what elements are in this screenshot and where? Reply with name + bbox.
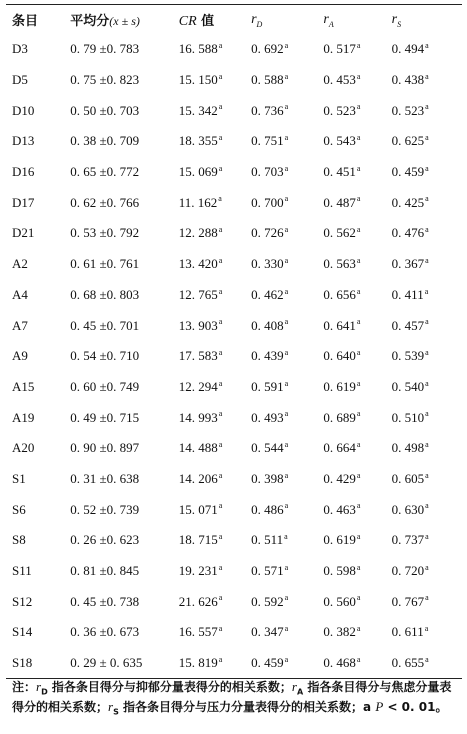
significance-mark: a (284, 562, 289, 572)
cell-mean: 0. 49 ±0. 715 (70, 409, 140, 425)
cell-ra: 0. 656$^a$ (323, 286, 361, 302)
cell-cr: 16. 557$^a$ (178, 624, 223, 640)
significance-mark: a (356, 378, 361, 388)
cell-rs: 0. 367$^a$ (391, 255, 429, 272)
cell-rs: 0. 655$^a$ (391, 654, 429, 671)
significance-mark: a (356, 133, 361, 143)
cell-mean: 0. 38 ±0. 709 (70, 133, 140, 149)
significance-mark: a (284, 133, 289, 143)
table-row (6, 218, 462, 249)
cell-cr: 15. 342$^a$ (178, 102, 223, 118)
significance-mark: a (425, 133, 429, 143)
cell-rs: 0. 540$^a$ (391, 378, 429, 394)
significance-mark: a (356, 347, 361, 357)
cell-mean: 0. 62 ±0. 766 (70, 194, 140, 210)
cell-ra: 0. 487$^a$ (323, 194, 361, 210)
cell-rs: 0. 767$^a$ (391, 593, 429, 609)
cell-ra: 0. 453$^a$ (323, 71, 361, 88)
cell-rd: 0. 398$^a$ (251, 470, 289, 486)
header-cr: CR 值 (178, 13, 215, 29)
significance-mark: a (218, 71, 223, 81)
cell-mean: 0. 31 ±0. 638 (70, 470, 140, 486)
cell-item: A15 (12, 378, 35, 394)
table-row (6, 433, 462, 464)
significance-mark: a (284, 409, 289, 419)
cell-rd: 0. 511$^a$ (251, 532, 288, 548)
cell-cr: 15. 071$^a$ (178, 501, 223, 517)
cell-rd: 0. 726$^a$ (251, 225, 289, 241)
significance-mark: a (356, 102, 361, 112)
table-row (6, 157, 462, 188)
significance-mark: a (425, 409, 429, 419)
cell-cr: 16. 588$^a$ (178, 41, 223, 57)
header-rs: $r_S$ (391, 11, 402, 29)
cell-cr: 14. 993$^a$ (178, 409, 223, 425)
significance-mark: a (218, 102, 223, 112)
significance-mark: a (425, 593, 429, 603)
significance-mark: a (356, 562, 361, 572)
significance-mark: a (284, 347, 289, 357)
table-row (6, 126, 462, 157)
table-row (6, 34, 462, 65)
significance-mark: a (218, 439, 223, 449)
cell-ra: 0. 689$^a$ (323, 409, 361, 425)
table-row (6, 280, 462, 311)
cell-rs: 0. 459$^a$ (391, 163, 429, 180)
significance-mark: a (218, 378, 223, 388)
significance-mark: a (425, 41, 429, 51)
cell-item: A4 (12, 286, 28, 302)
cell-cr: 15. 150$^a$ (178, 71, 223, 88)
table-row (6, 310, 462, 341)
significance-mark: a (425, 562, 429, 572)
cell-item: S6 (12, 501, 26, 517)
cell-rd: 0. 459$^a$ (251, 654, 289, 671)
cell-rs: 0. 411$^a$ (391, 286, 429, 302)
significance-mark: a (425, 194, 429, 204)
cell-item: D13 (12, 133, 35, 149)
cell-cr: 14. 206$^a$ (178, 470, 223, 486)
cell-mean: 0. 50 ±0. 703 (70, 102, 140, 118)
significance-mark: a (218, 470, 223, 480)
significance-mark: a (356, 654, 361, 664)
cell-item: A9 (12, 348, 28, 364)
significance-mark: a (425, 102, 429, 112)
cell-rs: 0. 630$^a$ (391, 501, 429, 517)
cell-rd: 0. 493$^a$ (251, 409, 289, 425)
significance-mark: a (218, 532, 223, 542)
significance-mark: a (218, 286, 223, 296)
significance-mark: a (425, 439, 429, 449)
header-mean: 平均分(x ± s) (70, 14, 140, 29)
cell-rs: 0. 539$^a$ (391, 347, 429, 364)
cell-mean: 0. 90 ±0. 897 (70, 440, 140, 456)
significance-mark: a (218, 41, 223, 51)
significance-mark: a (218, 317, 223, 327)
cell-rs: 0. 737$^a$ (391, 532, 429, 548)
significance-mark: a (356, 163, 361, 173)
significance-mark: a (356, 194, 361, 204)
cell-rs: 0. 605$^a$ (391, 470, 429, 486)
significance-mark: a (218, 593, 223, 603)
table-body (6, 34, 462, 678)
table-footnote: 注：$r_D$ 指各条目得分与抑郁分量表得分的相关系数；$r_A$ 指各条目得分与焦虑分量表得分的相关系数；$r_S$ 指各条目得分与压力分量表得分的相关系数；a P < 0. 01。 (12, 679, 452, 717)
cell-mean: 0. 53 ±0. 792 (70, 225, 140, 241)
cell-rd: 0. 700$^a$ (251, 194, 289, 210)
significance-mark: a (284, 41, 289, 51)
cell-cr: 13. 420$^a$ (178, 255, 223, 272)
cell-rs: 0. 611$^a$ (391, 624, 429, 640)
significance-mark: a (425, 532, 429, 542)
cell-rd: 0. 588$^a$ (251, 71, 289, 88)
significance-mark: a (356, 286, 361, 296)
cell-rs: 0. 425$^a$ (391, 194, 429, 210)
header-item: 条目 (12, 14, 39, 29)
significance-mark: a (356, 593, 361, 603)
cell-rd: 0. 592$^a$ (251, 593, 289, 609)
cell-rd: 0. 330$^a$ (251, 255, 289, 272)
cell-item: S12 (12, 593, 33, 609)
cell-mean: 0. 61 ±0. 761 (70, 256, 140, 272)
significance-mark: a (425, 470, 429, 480)
significance-mark: a (425, 255, 429, 265)
significance-mark: a (284, 225, 289, 235)
cell-item: D5 (12, 72, 28, 88)
cell-mean: 0. 45 ±0. 701 (70, 317, 140, 333)
significance-mark: a (218, 225, 223, 235)
cell-item: D17 (12, 194, 35, 210)
cell-cr: 18. 715$^a$ (178, 532, 223, 548)
cell-item: S14 (12, 624, 33, 640)
significance-mark: a (284, 255, 289, 265)
cell-ra: 0. 619$^a$ (323, 532, 361, 548)
cell-rd: 0. 486$^a$ (251, 501, 289, 517)
cell-rd: 0. 751$^a$ (251, 133, 289, 149)
cell-ra: 0. 523$^a$ (323, 102, 361, 118)
cell-ra: 0. 463$^a$ (323, 501, 361, 517)
cell-cr: 17. 583$^a$ (178, 347, 223, 364)
table-row (6, 65, 462, 96)
significance-mark: a (284, 163, 289, 173)
cell-ra: 0. 641$^a$ (323, 317, 361, 333)
cell-ra: 0. 560$^a$ (323, 593, 361, 609)
cell-ra: 0. 543$^a$ (323, 133, 361, 149)
cell-rs: 0. 625$^a$ (391, 133, 429, 149)
significance-mark: a (356, 225, 361, 235)
cell-rs: 0. 720$^a$ (391, 562, 429, 579)
significance-mark: a (284, 378, 289, 388)
significance-mark: a (284, 194, 289, 204)
significance-mark: a (218, 562, 223, 572)
table-row (6, 617, 462, 648)
cell-item: S11 (12, 563, 32, 579)
cell-item: D16 (12, 164, 35, 180)
cell-rd: 0. 439$^a$ (251, 347, 289, 364)
item-statistics-table (6, 5, 462, 678)
cell-item: A2 (12, 256, 28, 272)
table-row (6, 556, 462, 587)
significance-mark: a (218, 654, 223, 664)
cell-mean: 0. 81 ±0. 845 (70, 563, 140, 579)
cell-rd: 0. 347$^a$ (251, 624, 289, 640)
significance-mark: a (356, 501, 361, 511)
significance-mark: a (218, 409, 223, 419)
significance-mark: a (425, 347, 429, 357)
table-row (6, 494, 462, 525)
cell-item: A19 (12, 409, 35, 425)
cell-item: D21 (12, 225, 35, 241)
cell-rd: 0. 736$^a$ (251, 102, 289, 118)
header-mean-formula: (x ± s) (109, 14, 140, 28)
significance-mark: a (284, 317, 289, 327)
table-row (6, 525, 462, 556)
cell-rd: 0. 692$^a$ (251, 41, 289, 57)
significance-mark: a (218, 255, 223, 265)
significance-mark: a (356, 532, 361, 542)
cell-ra: 0. 664$^a$ (323, 439, 361, 456)
significance-mark: a (425, 654, 429, 664)
cell-ra: 0. 517$^a$ (323, 41, 361, 57)
table-row (6, 402, 462, 433)
cell-rs: 0. 498$^a$ (391, 439, 429, 456)
table-row (6, 648, 462, 679)
cell-item: D3 (12, 41, 28, 57)
cell-ra: 0. 619$^a$ (323, 378, 361, 394)
cell-ra: 0. 563$^a$ (323, 255, 361, 272)
cell-cr: 19. 231$^a$ (178, 562, 223, 579)
significance-mark: a (218, 133, 223, 143)
cell-rs: 0. 438$^a$ (391, 71, 429, 88)
cell-mean: 0. 79 ±0. 783 (70, 41, 140, 57)
significance-mark: a (356, 470, 361, 480)
cell-cr: 12. 294$^a$ (178, 378, 223, 394)
cell-rd: 0. 408$^a$ (251, 317, 289, 333)
cell-item: A7 (12, 317, 28, 333)
significance-mark: a (425, 501, 429, 511)
significance-mark: a (356, 317, 361, 327)
cell-cr: 12. 765$^a$ (178, 286, 223, 302)
significance-mark: a (356, 41, 361, 51)
significance-mark: a (284, 624, 289, 634)
cell-mean: 0. 54 ±0. 710 (70, 348, 140, 364)
significance-mark: a (356, 624, 361, 634)
significance-mark: a (284, 286, 289, 296)
cell-mean: 0. 45 ±0. 738 (70, 593, 140, 609)
cell-cr: 13. 903$^a$ (178, 317, 223, 333)
significance-mark: a (218, 624, 223, 634)
cell-item: S1 (12, 470, 26, 486)
significance-mark: a (284, 501, 289, 511)
significance-mark: a (356, 439, 361, 449)
cell-ra: 0. 429$^a$ (323, 470, 361, 486)
data-table-container (6, 4, 462, 679)
cell-ra: 0. 468$^a$ (323, 654, 361, 671)
cell-cr: 14. 488$^a$ (178, 439, 223, 456)
cell-mean: 0. 60 ±0. 749 (70, 378, 140, 394)
table-row (6, 372, 462, 403)
table-row (6, 341, 462, 372)
header-rd: $r_D$ (251, 11, 263, 29)
cell-cr: 21. 626$^a$ (178, 593, 223, 609)
cell-cr: 12. 288$^a$ (178, 225, 223, 241)
significance-mark: a (356, 409, 361, 419)
significance-mark: a (356, 255, 361, 265)
table-row (6, 249, 462, 280)
cell-item: D10 (12, 102, 35, 118)
cell-ra: 0. 598$^a$ (323, 562, 361, 579)
significance-mark: a (284, 102, 289, 112)
table-row (6, 95, 462, 126)
significance-mark: a (425, 225, 429, 235)
significance-mark: a (425, 163, 429, 173)
cell-rs: 0. 523$^a$ (391, 102, 429, 118)
cell-ra: 0. 382$^a$ (323, 624, 361, 640)
cell-rd: 0. 571$^a$ (251, 562, 289, 579)
cell-rs: 0. 494$^a$ (391, 41, 429, 57)
cell-mean: 0. 68 ±0. 803 (70, 286, 140, 302)
significance-mark: a (218, 194, 222, 204)
cell-cr: 11. 162$^a$ (178, 194, 222, 210)
table-row (6, 586, 462, 617)
cell-ra: 0. 640$^a$ (323, 347, 361, 364)
table-row (6, 187, 462, 218)
significance-mark: a (424, 624, 429, 634)
table-row (6, 464, 462, 495)
cell-ra: 0. 562$^a$ (323, 225, 361, 241)
cell-mean: 0. 65 ±0. 772 (70, 164, 140, 180)
cell-rd: 0. 591$^a$ (251, 378, 289, 394)
significance-mark: a (284, 470, 289, 480)
cell-mean: 0. 36 ±0. 673 (70, 624, 140, 640)
cell-item: S8 (12, 532, 26, 548)
significance-mark: a (425, 378, 429, 388)
significance-mark: a (218, 163, 223, 173)
significance-mark: a (218, 347, 223, 357)
significance-mark: a (284, 593, 289, 603)
cell-mean: 0. 75 ±0. 823 (70, 72, 140, 88)
cell-rs: 0. 457$^a$ (391, 317, 429, 333)
cell-item: S18 (12, 655, 33, 671)
header-ra: $r_A$ (323, 11, 334, 29)
significance-mark: a (218, 501, 223, 511)
cell-item: A20 (12, 440, 35, 456)
cell-cr: 15. 069$^a$ (178, 163, 223, 180)
significance-mark: a (425, 317, 429, 327)
cell-mean: 0. 52 ±0. 739 (70, 501, 140, 517)
cell-cr: 18. 355$^a$ (178, 133, 223, 149)
significance-mark: a (424, 286, 429, 296)
cell-mean: 0. 26 ±0. 623 (70, 532, 140, 548)
cell-rs: 0. 476$^a$ (391, 225, 429, 241)
cell-rd: 0. 703$^a$ (251, 163, 289, 180)
significance-mark: a (356, 71, 361, 81)
cell-mean: 0. 29 ± 0. 635 (70, 655, 143, 671)
table-header-row (6, 5, 462, 34)
cell-rd: 0. 462$^a$ (251, 286, 289, 302)
cell-ra: 0. 451$^a$ (323, 163, 361, 180)
significance-mark: a (284, 71, 289, 81)
significance-mark: a (284, 439, 289, 449)
cell-rs: 0. 510$^a$ (391, 409, 429, 425)
significance-mark: a (425, 71, 429, 81)
cell-cr: 15. 819$^a$ (178, 654, 223, 671)
significance-mark: a (284, 654, 289, 664)
cell-rd: 0. 544$^a$ (251, 439, 289, 456)
significance-mark: a (284, 532, 288, 542)
